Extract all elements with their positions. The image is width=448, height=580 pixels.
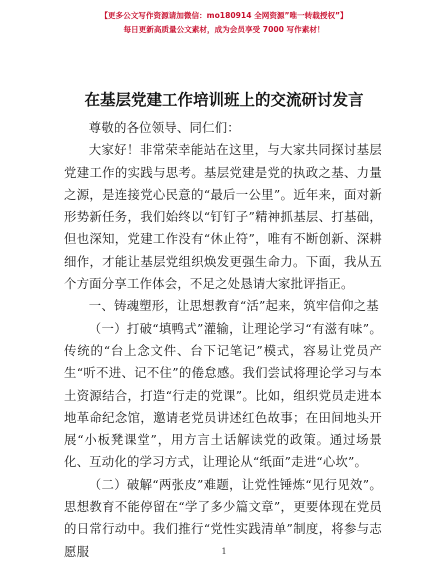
page-number: 1 (221, 547, 227, 556)
promo-banner-line-1: 【更多公文写作资源请加微信：mo180914 全网资源”唯一转载授权”】 (100, 11, 348, 20)
section-heading: 一、铸魂塑形，让思想教育“活”起来，筑牢信仰之基 (88, 298, 379, 314)
document-body (64, 117, 382, 563)
salutation: 尊敬的各位领导、同仁们： (88, 120, 240, 135)
document-title: 在基层党建工作培训班上的交流研讨发言 (84, 91, 364, 109)
body-paragraph: （一）打破“填鸭式”灌输，让理论学习“有滋有味”。传统的“台上念文件、台下记笔记”模式，容易让党员产生“听不进、记不住”的倦怠感。我们尝试将理论学习与本土资源结合，打造“行走的党课”。比如，组织党员走进本地革命纪念馆，邀请老党员讲述红色故事；在田间地头开展“小板凳课堂”，用方言土话解读党的政策。通过场景化、互动化的学习方式，让理论从“纸面”走进“心坎”。 (64, 320, 382, 470)
promo-banner-line-2: 每日更新高质量公文素材，成为会员享受 7000 写作素材！ (123, 25, 325, 34)
body-paragraph: （二）破解“两张皮”难题，让党性锤炼“见行见效”。思想教育不能停留在“学了多少篇文章”，更要体现在党员的日常行动中。我们推行“党性实践清单”制度，将参与志愿服 (64, 476, 382, 559)
body-paragraph: 大家好！非常荣幸能站在这里，与大家共同探讨基层党建工作的实践与思考。基层党建是党的执政之基、力量之源，是连接党心民意的“最后一公里”。近年来，面对新形势新任务，我们始终以“钉钉子”精神抓基层、打基础，但也深知，党建工作没有“休止符”，唯有不断创新、深耕细作，才能让基层党组织焕发更强生命力。下面，我从五个方面分享工作体会，不足之处恳请大家批评指正。 (64, 142, 382, 292)
